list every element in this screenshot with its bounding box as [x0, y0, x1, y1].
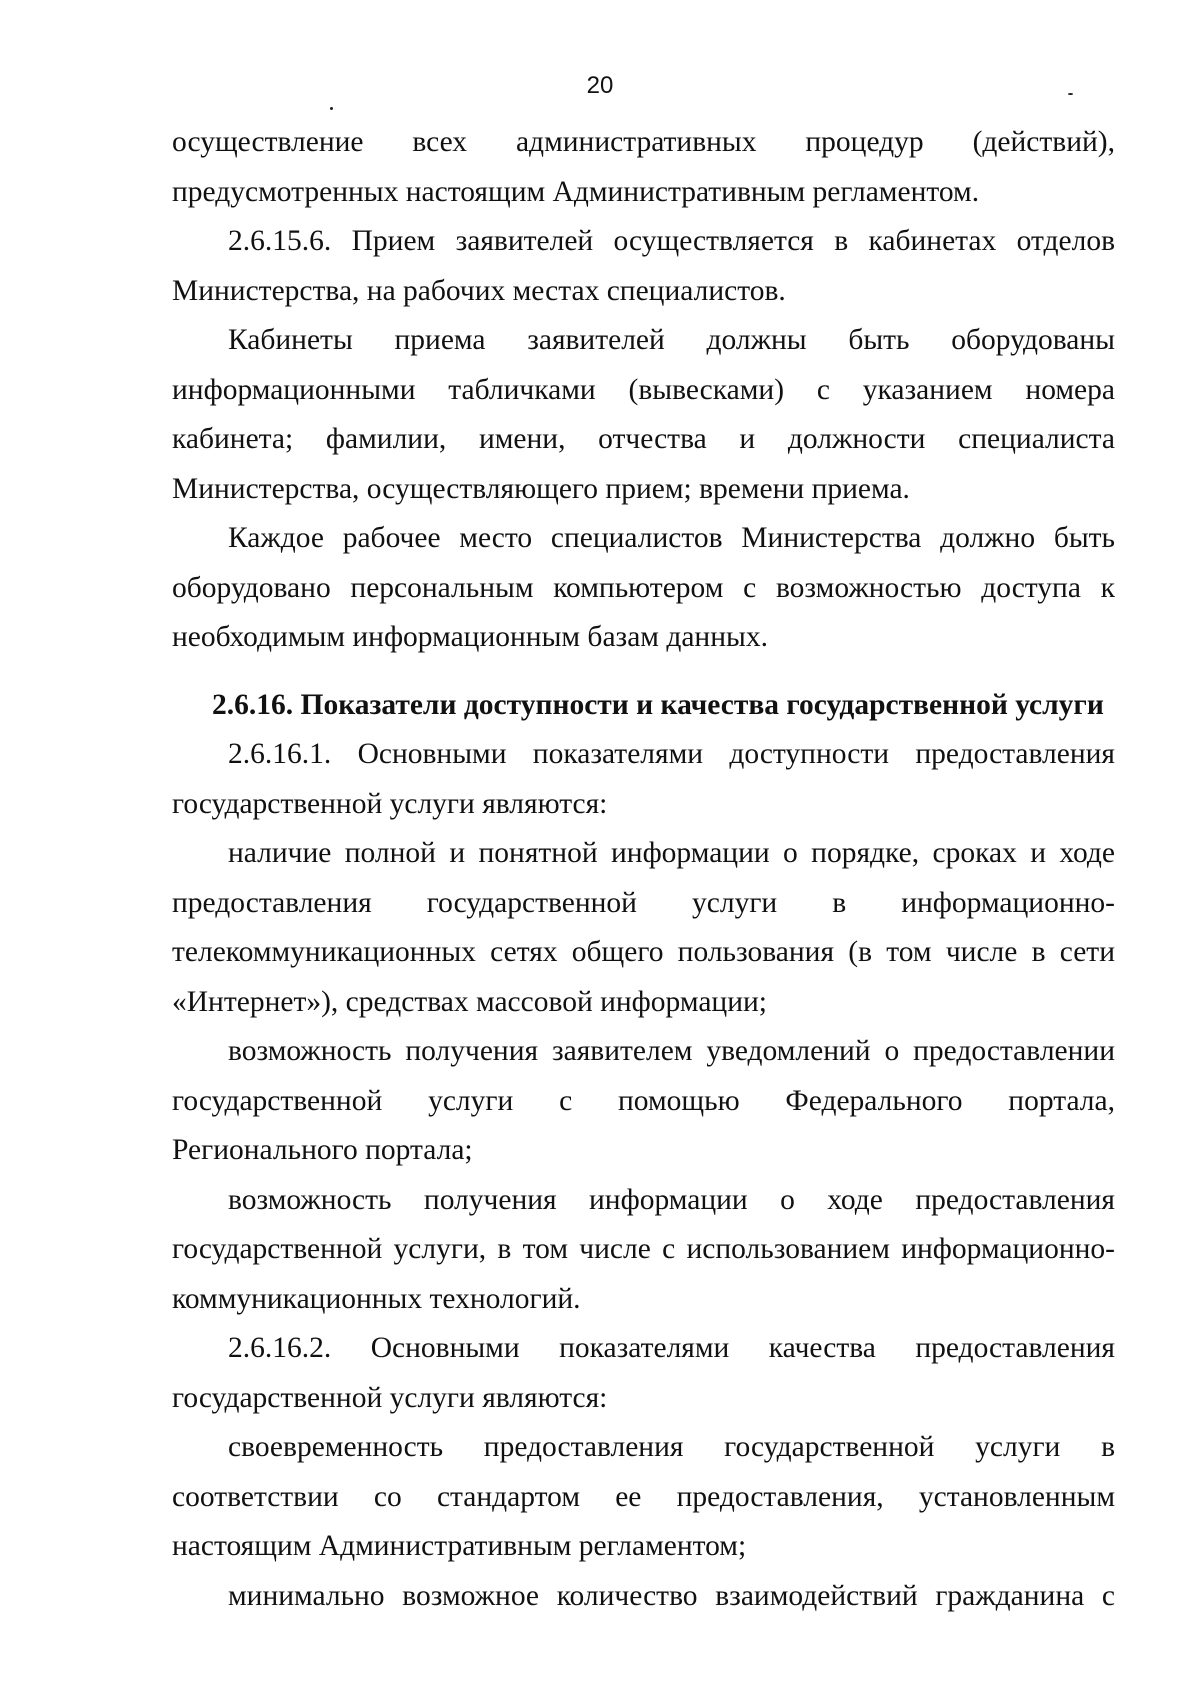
section-heading: 2.6.16. Показатели доступности и качества государственной услуги	[212, 688, 1104, 721]
paragraph: своевременность предоставления государственной услуги в соответствии со стандартом ее предоставления, установленным настоящим Административным регламентом;	[172, 1431, 1115, 1562]
paragraph: 2.6.16.2. Основными показателями качества предоставления государственной услуги являются:	[172, 1332, 1115, 1414]
paragraph-line: 2.6.15.6. Прием заявителей осуществляется в кабинетах отделов	[228, 225, 1115, 257]
scan-speck	[1068, 93, 1073, 95]
paragraph-line: Министерства, на рабочих местах специалистов.	[172, 274, 786, 307]
paragraph-line: минимально возможное количество взаимодействий гражданина с	[228, 1579, 1115, 1612]
paragraph: наличие полной и понятной информации о порядке, сроках и ходе предоставления государственной услуги в информационно-телекоммуникационных сетях общего пользования (в том числе в сети «Интернет»), средствах массовой информации;	[172, 837, 1115, 1018]
paragraph-line: предусмотренных настоящим Административным регламентом.	[172, 175, 980, 208]
scan-speck	[330, 107, 333, 110]
paragraph: 2.6.16.1. Основными показателями доступности предоставления государственной услуги являются:	[172, 738, 1115, 820]
paragraph-line: осуществление всех административных процедур (действий),	[172, 126, 1115, 158]
paragraph: Каждое рабочее место специалистов Министерства должно быть оборудовано персональным компьютером с возможностью доступа к необходимым информационным базам данных.	[172, 522, 1115, 653]
paragraph: возможность получения заявителем уведомлений о предоставлении государственной услуги с помощью Федерального портала, Регионального портала;	[172, 1035, 1115, 1166]
paragraph: возможность получения информации о ходе предоставления государственной услуги, в том числе с использованием информационно-коммуникационных технологий.	[172, 1183, 1115, 1315]
document-body	[172, 118, 1115, 1621]
page-number: 20	[586, 72, 614, 99]
paragraph: Кабинеты приема заявителей должны быть оборудованы информационными табличками (вывесками) с указанием номера кабинета; фамилии, имени, отчества и должности специалиста Министерства, осуществляющего прием; времени приема.	[172, 324, 1115, 505]
